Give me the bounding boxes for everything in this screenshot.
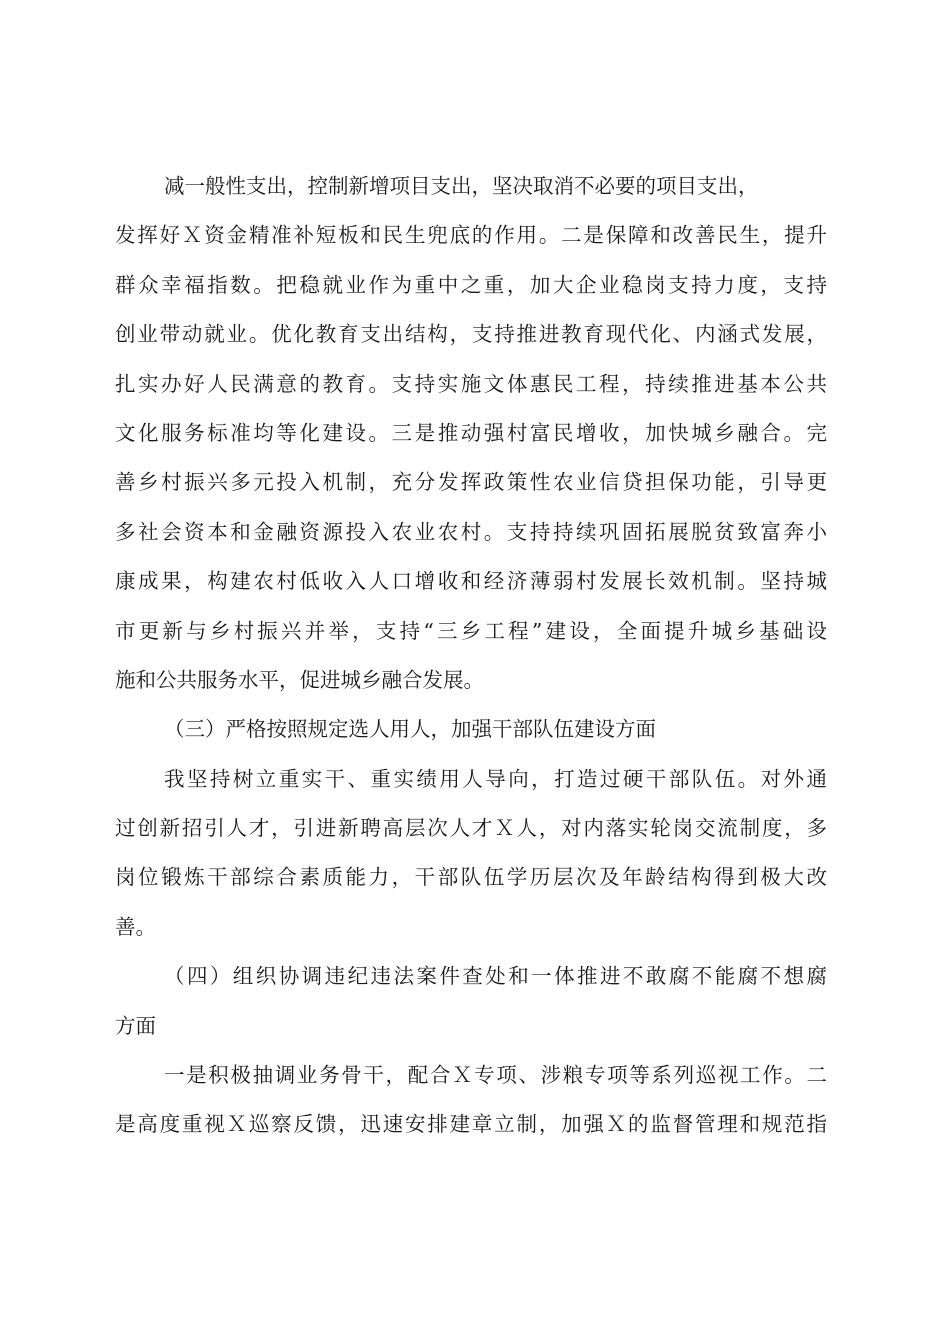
text-line: 我坚持树立重实干、重实绩用人导向，打造过硬干部队伍。对外通: [164, 766, 827, 791]
section-heading: （四）组织协调违纪违法案件查处和一体推进不敢腐不能腐不想腐: [164, 964, 827, 989]
text-line: 市更新与乡村振兴并举，支持“三乡工程”建设，全面提升城乡基础设: [115, 618, 827, 643]
text-line: 善乡村振兴多元投入机制，充分发挥政策性农业信贷担保功能，引导更: [115, 470, 827, 495]
text-line: 多社会资本和金融资源投入农业农村。支持持续巩固拓展脱贫致富奔小: [115, 519, 827, 544]
text-line: 施和公共服务水平，促进城乡融合发展。: [115, 667, 484, 692]
text-line: 一是积极抽调业务骨干，配合Ｘ专项、涉粮专项等系列巡视工作。二: [164, 1063, 827, 1088]
text-line: 创业带动就业。优化教育支出结构，支持推进教育现代化、内涵式发展，: [115, 322, 827, 347]
text-line: 扎实办好人民满意的教育。支持实施文体惠民工程，持续推进基本公共: [115, 371, 827, 396]
text-line: 岗位锻炼干部综合素质能力，干部队伍学历层次及年龄结构得到极大改: [115, 865, 827, 890]
text-line: 文化服务标准均等化建设。三是推动强村富民增收，加快城乡融合。完: [115, 420, 827, 445]
text-line: 减一般性支出，控制新增项目支出，坚决取消不必要的项目支出，: [164, 174, 759, 198]
text-line: 康成果，构建农村低收入人口增收和经济薄弱村发展长效机制。坚持城: [115, 569, 827, 594]
text-line: 发挥好Ｘ资金精准补短板和民生兜底的作用。二是保障和改善民生，提升: [115, 223, 827, 248]
text-line: 善。: [115, 914, 156, 939]
text-line: 是高度重视Ｘ巡察反馈，迅速安排建章立制，加强Ｘ的监督管理和规范指: [115, 1112, 827, 1137]
document-body: [115, 162, 827, 1150]
text-line: 群众幸福指数。把稳就业作为重中之重，加大企业稳岗支持力度，支持: [115, 272, 827, 297]
section-heading: （三）严格按照规定选人用人，加强干部队伍建设方面: [164, 717, 656, 742]
section-heading-continued: 方面: [115, 1013, 156, 1038]
text-line: 过创新招引人才，引进新聘高层次人才Ｘ人，对内落实轮岗交流制度，多: [115, 816, 827, 841]
